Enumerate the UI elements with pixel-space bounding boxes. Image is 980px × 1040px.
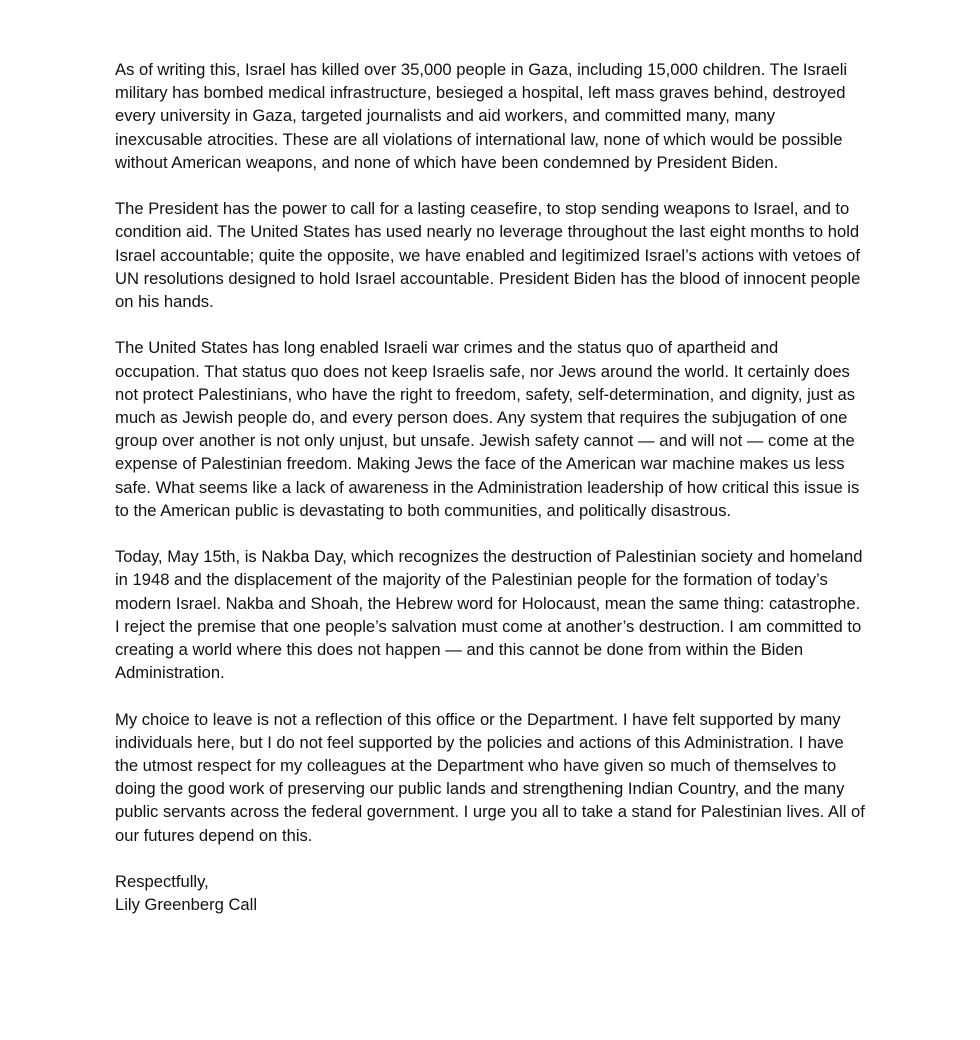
paragraph-3: The United States has long enabled Israeli war crimes and the status quo of apartheid and occupation. That status quo does not keep Israelis safe, nor Jews around the world. It certainly does not protect Palestinians, who have the right to freedom, safety, self-determination, and dignity, just as much as Jewish people do, and every person does. Any system that requires the subjugation of one group over another is not only unjust, but unsafe. Jewish safety cannot — and will not — come at the expense of Palestinian freedom. Making Jews the face of the American war machine makes us less safe. What seems like a lack of awareness in the Administration leadership of how critical this issue is to the American public is devastating to both communities, and politically disastrous.: [115, 338, 860, 520]
signature-name: Lily Greenberg Call: [115, 895, 258, 915]
paragraph-1: As of writing this, Israel has killed over 35,000 people in Gaza, including 15,000 children. The Israeli military has bombed medical infrastructure, besieged a hospital, left mass graves behind, destroyed every university in Gaza, targeted journalists and aid workers, and committed many, many inexcusable atrocities. These are all violations of international law, none of which would be possible without American weapons, and none of which have been condemned by President Biden.: [115, 60, 848, 172]
paragraph-5: My choice to leave is not a reflection of this office or the Department. I have felt supported by many individuals here, but I do not feel supported by the policies and actions of this Administration. I have the utmost respect for my colleagues at the Department who have given so much of themselves to doing the good work of preserving our public lands and strengthening Indian Country, and the many public servants across the federal government. I urge you all to take a stand for Palestinian lives. All of our futures depend on this.: [115, 709, 865, 845]
closing-text: Respectfully,: [115, 872, 209, 892]
paragraph-2: The President has the power to call for a lasting ceasefire, to stop sending weapons to Israel, and to condition aid. The United States has used nearly no leverage throughout the last eight months to hold Israel accountable; quite the opposite, we have enabled and legitimized Israel’s actions with vetoes of UN resolutions designed to hold Israel accountable. President Biden has the blood of innocent people on his hands.: [115, 199, 861, 312]
paragraph-4: Today, May 15th, is Nakba Day, which recognizes the destruction of Palestinian society and homeland in 1948 and the displacement of the majority of the Palestinian people for the formation of today’s modern Israel. Nakba and Shoah, the Hebrew word for Holocaust, mean the same thing: catastrophe. I reject the premise that one people’s salvation must come at another’s destruction. I am committed to creating a world where this does not happen — and this cannot be done from within the Biden Administration.: [115, 547, 863, 683]
letter-body: [115, 58, 865, 916]
signoff-block: [115, 870, 865, 916]
